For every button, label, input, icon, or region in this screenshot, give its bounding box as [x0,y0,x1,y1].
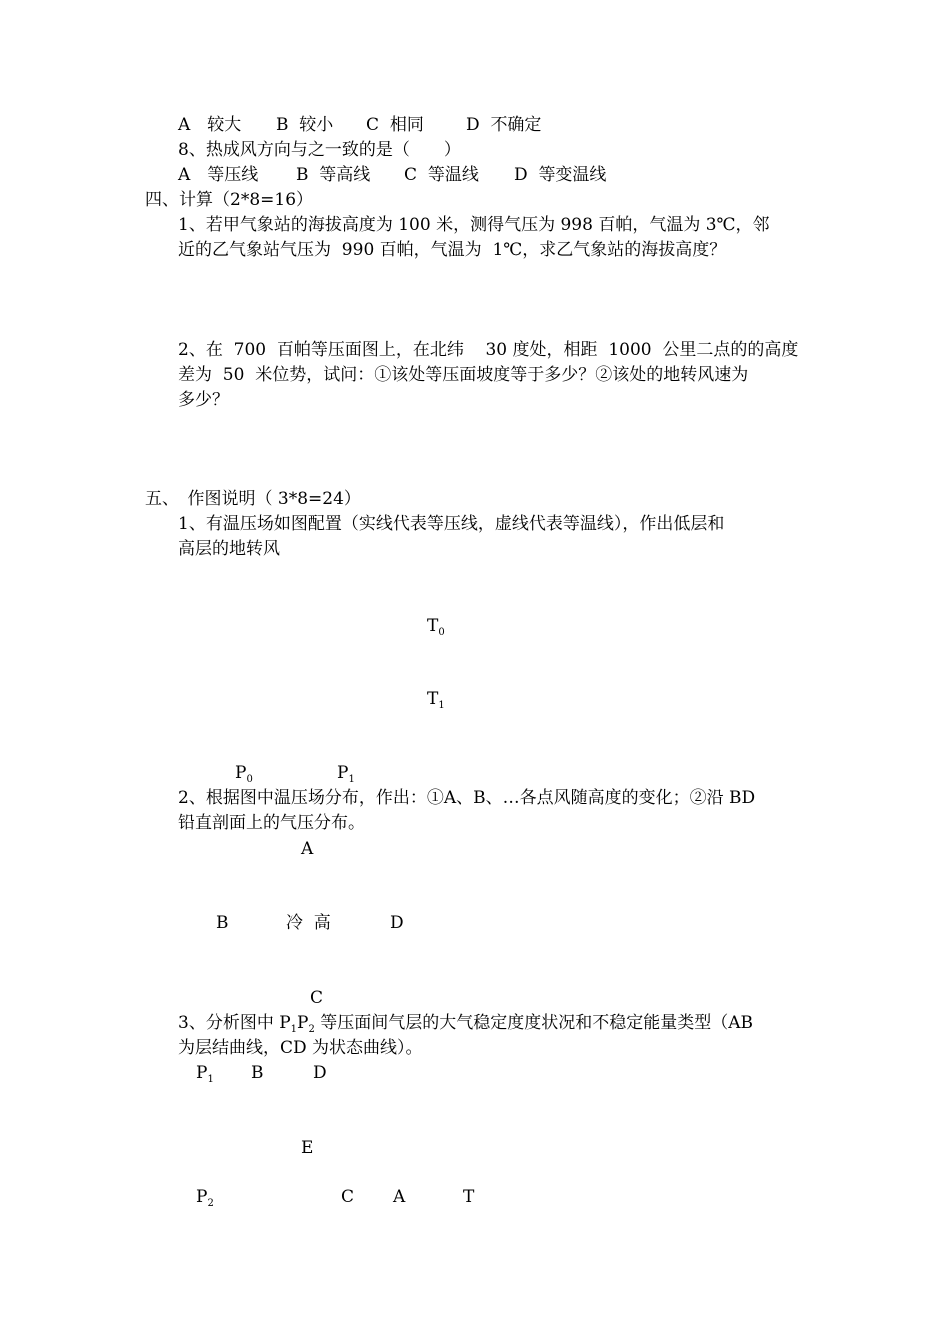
fig2-label-c: C [310,988,324,1008]
s5-q2-line2: 铅直剖面上的气压分布。 [178,813,365,833]
q8-option-a: A 等压线 [178,165,259,185]
s5-q1-line2: 高层的地转风 [178,539,280,559]
fig2-label-a: A [301,839,314,859]
q8-option-c: C 等温线 [404,165,479,185]
q8-option-b: B 等高线 [296,165,371,185]
q7-option-b: B 较小 [276,115,334,135]
s5-q3-line2: 为层结曲线，CD 为状态曲线）。 [178,1038,423,1058]
s4-q1-line2: 近的乙气象站气压为 990 百帕，气温为 1℃，求乙气象站的海拔高度？ [178,240,727,260]
fig3-label-p1: $P_1$ [196,1063,214,1085]
q7-option-a: A 较大 [178,115,242,135]
s4-q2-line2: 差为 50 米位势，试问：①该处等压面坡度等于多少？②该处的地转风速为 [178,365,749,385]
fig2-label-d: D [390,913,404,933]
fig2-label-center: 冷 高 [286,913,331,933]
section4-title: 四、计算（2*8=16） [145,190,314,210]
fig3-label-c: C [341,1187,355,1207]
fig2-label-b: B [216,913,229,933]
fig3-label-p2: $P_2$ [196,1187,214,1209]
section5-title: 五、 作图说明（ 3*8=24） [145,489,361,509]
s4-q2-line1: 2、在 700 百帕等压面图上，在北纬 30 度处，相距 1000 公里二点的的高度 [178,340,799,360]
s5-q3-line1: 3、分析图中 $P_1P_2$ 等压面间气层的大气稳定度度状况和不稳定能量类型（AB [178,1013,754,1035]
s5-q1-line1: 1、有温压场如图配置（实线代表等压线，虚线代表等温线），作出低层和 [178,514,725,534]
s4-q2-line3: 多少？ [178,390,229,410]
fig3-label-t: T [463,1187,475,1207]
q8-option-d: D 等变温线 [514,165,607,185]
fig3-label-b: B [251,1063,264,1083]
fig3-label-d: D [313,1063,327,1083]
fig1-label-t0: $T_0$ [427,616,445,638]
q7-option-c: C 相同 [366,115,424,135]
s5-q2-line1: 2、根据图中温压场分布，作出：①A、B、…各点风随高度的变化；②沿 BD [178,788,756,808]
fig1-label-p0: $P_0$ [235,763,253,785]
fig1-label-p1: $P_1$ [337,763,355,785]
q8-stem: 8、热成风方向与之一致的是（ ） [178,140,461,160]
s4-q1-line1: 1、若甲气象站的海拔高度为 100 米，测得气压为 998 百帕，气温为 3℃，邻 [178,215,770,235]
q7-option-d: D 不确定 [466,115,542,135]
fig1-label-t1: $T_1$ [427,689,445,711]
fig3-label-a: A [393,1187,406,1207]
fig3-label-e: E [301,1138,314,1158]
